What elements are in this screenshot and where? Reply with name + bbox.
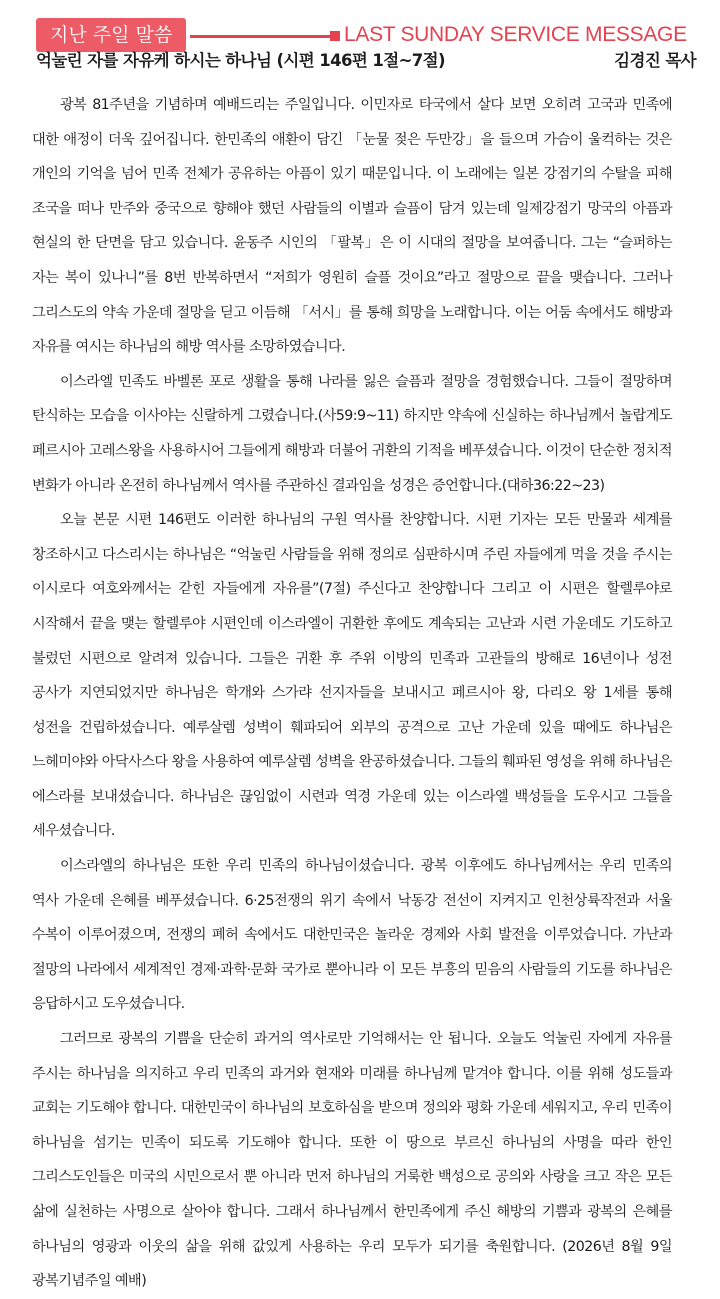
- english-section-title: LAST SUNDAY SERVICE MESSAGE: [344, 23, 687, 46]
- paragraph-3: 오늘 본문 시편 146편도 이러한 하나님의 구원 역사를 찬양합니다. 시편 기자는 모든 만물과 세계를 창조하시고 다스리시는 하나님은 “억눌린 사람들을 위해 정의로 심판하시며 주린 자들에게 먹을 것을 주시는 이시로다 여호와께서는 갇힌 자들에게 자유를”(7절) 주신다고 찬양합니다 그리고 이 시편은 할렐루야로 시작해서 끝을 맺는 할렐루야 시편인데 이스라엘이 귀환한 후에도 계속되는 고난과 시련 가운데도 기도하고 불렀던 시편으로 알려져 있습니다. 그들은 귀환 후 주위 이방의 민족과 고관들의 방해로 16년이나 성전 공사가 지연되었지만 하나님은 학개와 스가랴 선지자들을 보내시고 페르시아 왕, 다리오 왕 1세를 통해 성전을 건립하셨습니다. 예루살렘 성벽이 훼파되어 외부의 공격으로 고난 가운데 있을 때에도 하나님은 느헤미야와 아닥사스다 왕을 사용하여 예루살렘 성벽을 완공하셨습니다. 그들의 훼파된 영성을 위해 하나님은 에스라를 보내셨습니다. 하나님은 끊임없이 시련과 역경 가운데 있는 이스라엘 백성들을 도우시고 그들을 세우셨습니다.: [32, 512, 672, 840]
- sermon-author: 김경진 목사: [614, 51, 696, 70]
- header-divider-line: [190, 35, 330, 38]
- paragraph-1: 광복 81주년을 기념하며 예배드리는 주일입니다. 이민자로 타국에서 살다 보면 오히려 고국과 민족에 대한 애정이 더욱 깊어집니다. 한민족의 애환이 담긴 「눈물 젖은 두만강」을 들으며 가슴이 울컥하는 것은 개인의 기억을 넘어 민족 전체가 공유하는 아픔이 있기 때문입니다. 이 노래에는 일본 강점기의 수탈을 피해 조국을 떠나 만주와 중국으로 향해야 했던 사람들의 이별과 슬픔이 담겨 있는데 일제강점기 망국의 아픔과 현실의 한 단면을 담고 있습니다. 윤동주 시인의 「팔복」은 이 시대의 절망을 보여줍니다. 그는 “슬퍼하는 자는 복이 있나니”를 8번 반복하면서 “저희가 영원히 슬플 것이요”라고 절망으로 끝을 맺습니다. 그러나 그리스도의 약속 가운데 절망을 딛고 이듬해 「서시」를 통해 희망을 노래합니다. 이는 어둠 속에서도 해방과 자유를 여시는 하나님의 해방 역사를 소망하였습니다.: [32, 97, 672, 356]
- sermon-body: [32, 88, 672, 1299]
- sermon-title-row: [36, 46, 696, 76]
- sermon-title: 억눌린 자를 자유케 하시는 하나님 (시편 146편 1절~7절): [36, 51, 445, 70]
- paragraph-2: 이스라엘 민족도 바벨론 포로 생활을 통해 나라를 잃은 슬픔과 절망을 경험했습니다. 그들이 절망하며 탄식하는 모습을 이사야는 신랄하게 그렸습니다.(사59:9~11) 하지만 약속에 신실하는 하나님께서 놀랍게도 페르시아 고레스왕을 사용하시어 그들에게 해방과 더불어 귀환의 기적을 베푸셨습니다. 이것이 단순한 정치적 변화가 아니라 온전히 하나님께서 역사를 주관하신 결과임을 성경은 증언합니다.(대하36:22~23): [32, 373, 672, 494]
- header-divider-square: [330, 31, 340, 41]
- paragraph-5: 그러므로 광복의 기쁨을 단순히 과거의 역사로만 기억해서는 안 됩니다. 오늘도 억눌린 자에게 자유를 주시는 하나님을 의지하고 우리 민족의 과거와 현재와 미래를 하나님께 맡겨야 합니다. 이를 위해 성도들과 교회는 기도해야 합니다. 대한민국이 하나님의 보호하심을 받으며 정의와 평화 가운데 세워지고, 우리 민족이 하나님을 섬기는 민족이 되도록 기도해야 합니다. 또한 이 땅으로 부르신 하나님의 사명을 따라 한인 그리스도인들은 미국의 시민으로서 뿐 아니라 먼저 하나님의 거룩한 백성으로 공의와 사랑을 크고 작은 모든 삶에 실천하는 사명으로 살아야 합니다. 그래서 하나님께서 한민족에게 주신 해방의 기쁨과 광복의 은혜를 하나님의 영광과 이웃의 삶을 위해 값있게 사용하는 우리 모두가 되기를 축원합니다. (2026년 8월 9일 광복기념주일 예배): [32, 1031, 672, 1290]
- page-header: [0, 0, 720, 78]
- section-tag-badge: 지난 주일 말씀: [36, 18, 186, 52]
- paragraph-4: 이스라엘의 하나님은 또한 우리 민족의 하나님이셨습니다. 광복 이후에도 하나님께서는 우리 민족의 역사 가운데 은혜를 베푸셨습니다. 6·25전쟁의 위기 속에서 낙동강 전선이 지켜지고 인천상륙작전과 서울 수복이 이루어졌으며, 전쟁의 폐허 속에서도 대한민국은 놀라운 경제와 사회 발전을 이루었습니다. 가난과 절망의 나라에서 세계적인 경제·과학·문화 국가로 뿐아니라 이 모든 부흥의 믿음의 사람들의 기도를 하나님은 응답하시고 도우셨습니다.: [32, 858, 672, 1013]
